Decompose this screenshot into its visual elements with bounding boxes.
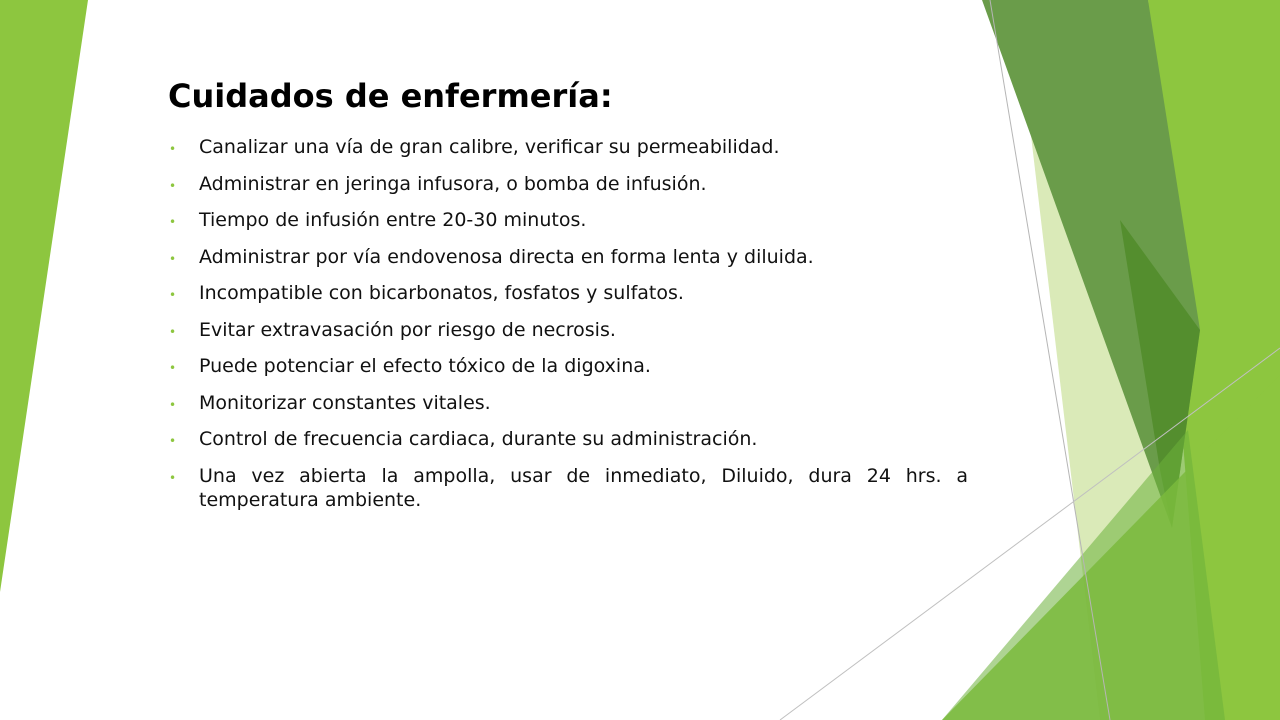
bullet-item — [168, 281, 968, 305]
bullet-dot-icon: • — [169, 470, 177, 485]
bullet-dot-icon: • — [169, 215, 177, 229]
bullet-dot-icon: • — [169, 434, 177, 448]
bullet-dot-icon: • — [169, 361, 177, 375]
content-area — [168, 74, 968, 524]
bullet-list — [168, 135, 968, 512]
bullet-dot-icon: • — [169, 142, 177, 156]
bullet-text: Una vez abierta la ampolla, usar de inmediato, Diluido, dura 24 hrs. a temperatura ambiente. — [199, 464, 968, 511]
bullet-text: Canalizar una vía de gran calibre, verificar su permeabilidad. — [199, 136, 780, 158]
bullet-text: Evitar extravasación por riesgo de necrosis. — [199, 318, 616, 341]
bullet-text: Incompatible con bicarbonatos, fosfatos y sulfatos. — [199, 282, 684, 304]
left-green-wedge — [0, 0, 88, 592]
bullet-item — [168, 427, 968, 451]
bullet-text: Monitorizar constantes vitales. — [199, 391, 491, 414]
bullet-text: Administrar por vía endovenosa directa en forma lenta y diluida. — [199, 245, 814, 268]
bullet-dot-icon: • — [169, 324, 177, 339]
bullet-dot-icon: • — [169, 288, 177, 302]
bullet-item — [168, 245, 968, 269]
bullet-item — [168, 354, 968, 378]
bullet-dot-icon: • — [169, 178, 177, 193]
bullet-item — [168, 208, 968, 232]
bullet-item — [168, 464, 968, 512]
bullet-item — [168, 135, 968, 159]
bullet-item — [168, 172, 968, 196]
bullet-text: Tiempo de infusión entre 20-30 minutos. — [199, 209, 587, 231]
bullet-dot-icon: • — [169, 251, 177, 266]
bullet-dot-icon: • — [169, 397, 177, 412]
slide-title: Cuidados de enfermería: — [168, 77, 613, 115]
bullet-item — [168, 318, 968, 342]
bullet-item — [168, 391, 968, 415]
bullet-text: Puede potenciar el efecto tóxico de la digoxina. — [199, 355, 651, 377]
bullet-text: Control de frecuencia cardiaca, durante su administración. — [199, 428, 758, 450]
bullet-text: Administrar en jeringa infusora, o bomba de infusión. — [199, 172, 707, 195]
